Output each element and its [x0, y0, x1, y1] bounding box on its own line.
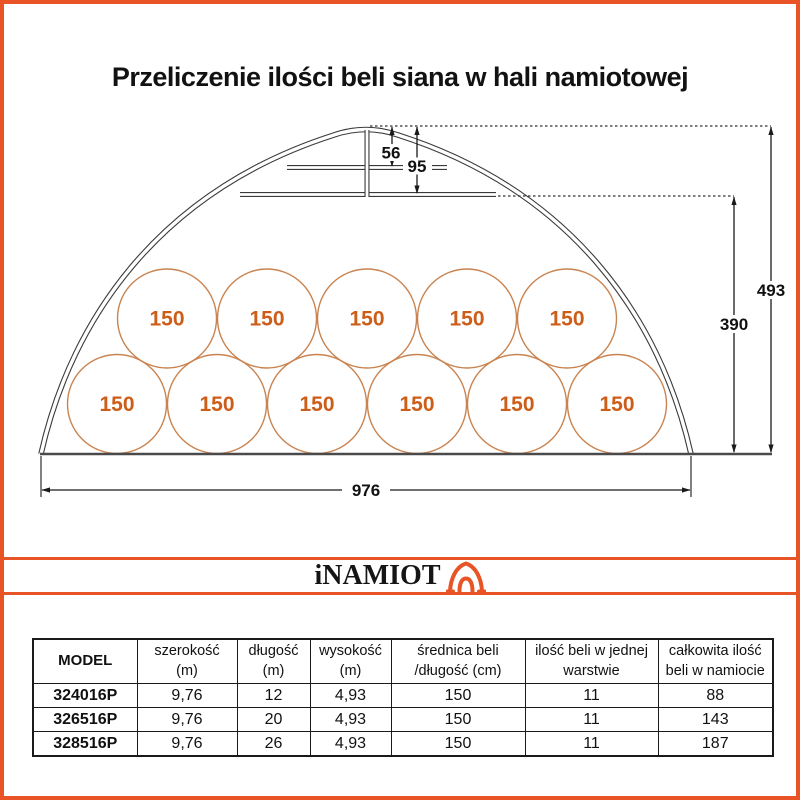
cell-szerokosc: 9,76	[137, 684, 237, 708]
hay-bale-diameter-label: 150	[399, 393, 435, 416]
col-header-wysokosc: wysokość (m)	[310, 639, 391, 684]
col-header-szerokosc: szerokość (m)	[137, 639, 237, 684]
hay-bale-row-bottom	[68, 355, 667, 454]
col-header-ilosc-total: całkowita ilość beli w namiocie	[658, 639, 773, 684]
hay-bale-diameter-label: 150	[199, 393, 235, 416]
dimension-56-label: 56	[381, 143, 401, 163]
dimension-976-label: 976	[351, 481, 381, 500]
cell-ilosc-warstwa: 11	[525, 732, 658, 757]
dimension-493-label: 493	[756, 281, 786, 300]
hay-bale-diameter-label: 150	[549, 307, 585, 331]
dimension-total-height	[752, 127, 791, 454]
hay-bale-diameter-label: 150	[249, 307, 285, 331]
logo-band	[4, 557, 796, 595]
hay-bale-diameter-label: 150	[99, 393, 135, 416]
cell-srednica: 150	[391, 684, 525, 708]
cell-ilosc-warstwa: 11	[525, 684, 658, 708]
hay-bale-diameter-label: 150	[299, 393, 335, 416]
dimension-390-label: 390	[719, 315, 749, 334]
table-row	[33, 732, 773, 757]
table-row	[33, 708, 773, 732]
tent-cross-section-diagram	[4, 4, 800, 534]
dimension-total-width	[41, 456, 691, 500]
hay-bale-diameter-label: 150	[449, 307, 485, 331]
page-title: Przeliczenie ilości beli siana w hali namiotowej	[111, 62, 689, 92]
cell-wysokosc: 4,93	[310, 708, 391, 732]
cell-ilosc-warstwa: 11	[525, 708, 658, 732]
cell-ilosc-total: 187	[658, 732, 773, 757]
cell-srednica: 150	[391, 732, 525, 757]
cell-szerokosc: 9,76	[137, 732, 237, 757]
cell-model: 328516P	[33, 732, 137, 757]
hay-bale-diameter-label: 150	[599, 393, 635, 416]
cell-wysokosc: 4,93	[310, 684, 391, 708]
tent-house-icon	[446, 560, 486, 593]
col-header-ilosc-warstwa: ilość beli w jednej warstwie	[525, 639, 658, 684]
cell-model: 324016P	[33, 684, 137, 708]
cell-wysokosc: 4,93	[310, 732, 391, 757]
dimension-95-label: 95	[407, 157, 427, 176]
hay-bale-row-top	[118, 269, 617, 368]
cell-ilosc-total: 143	[658, 708, 773, 732]
table-row	[33, 684, 773, 708]
apex-truss	[240, 130, 496, 197]
dimension-side-height	[715, 197, 754, 454]
cell-ilosc-total: 88	[658, 684, 773, 708]
col-header-model: MODEL	[33, 639, 137, 684]
cell-model: 326516P	[33, 708, 137, 732]
cell-dlugosc: 26	[237, 732, 310, 757]
col-header-dlugosc: długość (m)	[237, 639, 310, 684]
spec-table	[32, 638, 774, 757]
table-header-row	[33, 639, 773, 684]
hay-bale-diameter-label: 150	[499, 393, 535, 416]
col-header-srednica: średnica beli /długość (cm)	[391, 639, 525, 684]
cell-dlugosc: 20	[237, 708, 310, 732]
cell-dlugosc: 12	[237, 684, 310, 708]
cell-szerokosc: 9,76	[137, 708, 237, 732]
hay-bale-diameter-label: 150	[349, 307, 385, 331]
hay-bale-diameter-label: 150	[149, 307, 185, 331]
cell-srednica: 150	[391, 708, 525, 732]
logo-text: iNAMIOT	[314, 560, 441, 591]
